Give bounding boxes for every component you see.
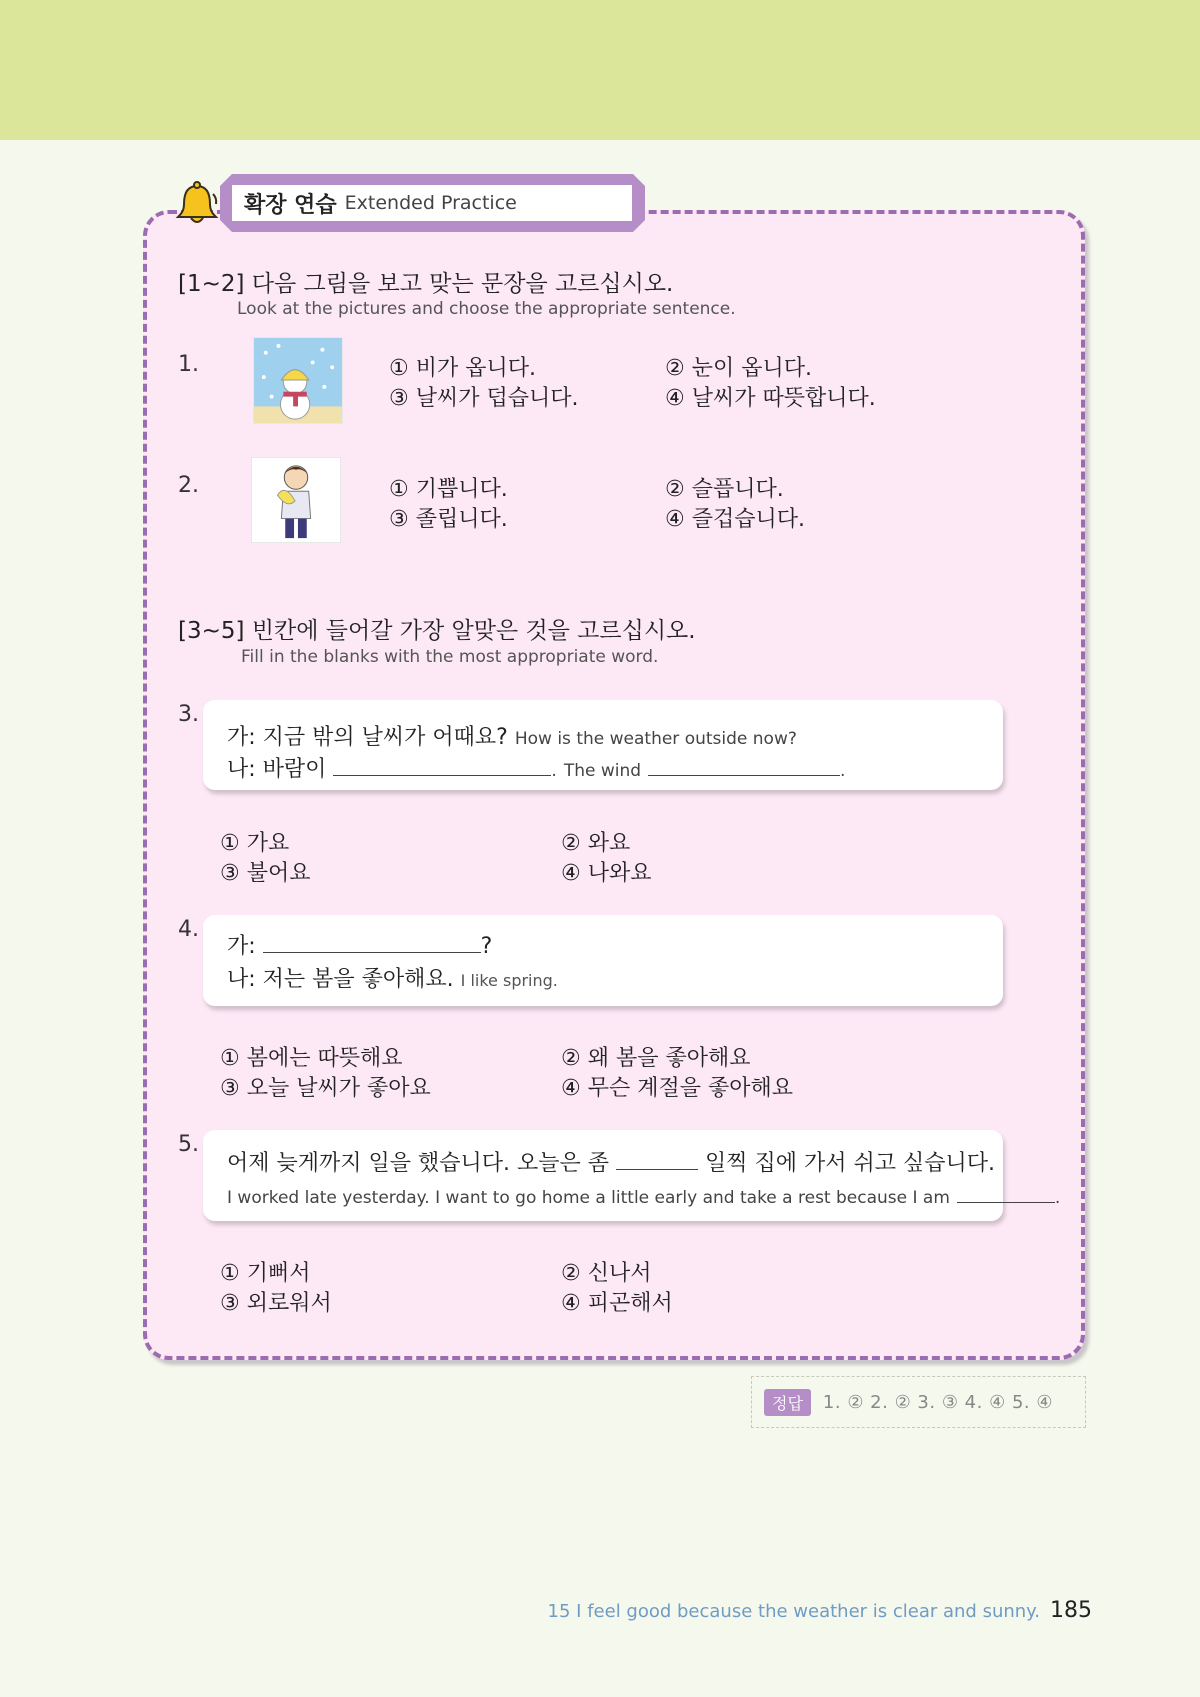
q5-option-4[interactable]: ④ 피곤해서 bbox=[561, 1291, 673, 1316]
question-4-number: 4. bbox=[178, 917, 199, 942]
q3-option-2[interactable]: ② 와요 bbox=[561, 831, 631, 856]
bell-icon bbox=[172, 180, 222, 230]
q3-line1-ko: 가: 지금 밖의 날씨가 어때요? bbox=[227, 725, 508, 750]
q3-line2-ko: 나: 바람이 bbox=[227, 757, 327, 782]
q2-option-1[interactable]: ① 기쁩니다. bbox=[389, 477, 508, 502]
q5-line1-a: 어제 늦게까지 일을 했습니다. 오늘은 좀 bbox=[227, 1151, 609, 1176]
q2-option-3[interactable]: ③ 졸립니다. bbox=[389, 507, 508, 532]
q5-option-3[interactable]: ③ 외로워서 bbox=[220, 1291, 332, 1316]
q4-blank bbox=[263, 935, 481, 953]
page-footer bbox=[548, 1598, 1092, 1623]
q4-dialogue-card bbox=[203, 915, 1003, 1006]
q1-option-4[interactable]: ④ 날씨가 따뜻합니다. bbox=[665, 386, 876, 411]
q5-line-1 bbox=[227, 1146, 995, 1177]
q3-option-3[interactable]: ③ 불어요 bbox=[220, 861, 311, 886]
q1-option-3[interactable]: ③ 날씨가 덥습니다. bbox=[389, 386, 579, 411]
question-3-number: 3. bbox=[178, 702, 199, 727]
crying-man-image bbox=[251, 457, 341, 543]
q3-option-4[interactable]: ④ 나와요 bbox=[561, 861, 652, 886]
q3-line-2: 나: 바람이 . The wind . bbox=[227, 757, 846, 782]
q3-blank-ko bbox=[333, 758, 551, 776]
question-1-number: 1. bbox=[178, 352, 199, 377]
answer-badge: 정답 bbox=[764, 1389, 811, 1416]
header-title-ko: 확장 연습 bbox=[244, 192, 337, 218]
q2-option-4[interactable]: ④ 즐겁습니다. bbox=[665, 507, 805, 532]
section1-instruction-en: Look at the pictures and choose the appropriate sentence. bbox=[237, 299, 736, 319]
q4-line2-ko: 나: 저는 봄을 좋아해요. bbox=[227, 967, 454, 992]
q4-option-3[interactable]: ③ 오늘 날씨가 좋아요 bbox=[220, 1076, 431, 1101]
q5-option-1[interactable]: ① 기뻐서 bbox=[220, 1261, 311, 1286]
section2-instruction-en: Fill in the blanks with the most appropriate word. bbox=[241, 647, 659, 667]
q5-dialogue-card bbox=[203, 1130, 1061, 1221]
top-color-band bbox=[0, 0, 1200, 140]
q3-line-1 bbox=[227, 720, 797, 751]
q4-line-2 bbox=[227, 962, 558, 993]
q5-line1-b: 일찍 집에 가서 쉬고 싶습니다. bbox=[705, 1151, 995, 1176]
q4-line1-ko: 가: bbox=[227, 934, 256, 959]
question-5-number: 5. bbox=[178, 1132, 199, 1157]
q3-line1-en: How is the weather outside now? bbox=[514, 729, 797, 749]
q5-line-2: I worked late yesterday. I want to go home a little early and take a rest because I am . bbox=[227, 1188, 1061, 1208]
q5-line2-en: I worked late yesterday. I want to go home a little early and take a rest because I am bbox=[227, 1188, 950, 1208]
q3-line2-en: The wind bbox=[563, 761, 642, 781]
section2-instruction: [3~5] 빈칸에 들어갈 가장 알맞은 것을 고르십시오. bbox=[178, 618, 696, 644]
q4-option-4[interactable]: ④ 무슨 계절을 좋아해요 bbox=[561, 1076, 793, 1101]
q4-option-1[interactable]: ① 봄에는 따뜻해요 bbox=[220, 1046, 403, 1071]
question-2-number: 2. bbox=[178, 473, 199, 498]
page-number: 185 bbox=[1050, 1598, 1092, 1623]
q5-blank-en bbox=[957, 1189, 1055, 1203]
q4-line-1: 가: ? bbox=[227, 934, 493, 959]
chapter-caption: 15 I feel good because the weather is clear and sunny. bbox=[547, 1601, 1040, 1622]
header-title-en: Extended Practice bbox=[344, 192, 517, 214]
answer-text: 1. ② 2. ② 3. ③ 4. ④ 5. ④ bbox=[822, 1391, 1053, 1413]
q4-option-2[interactable]: ② 왜 봄을 좋아해요 bbox=[561, 1046, 751, 1071]
q1-option-2[interactable]: ② 눈이 옵니다. bbox=[665, 356, 812, 381]
snowman-image bbox=[253, 337, 343, 424]
header-title bbox=[232, 185, 632, 221]
q3-dialogue-card bbox=[203, 700, 1003, 790]
q5-blank-ko bbox=[616, 1152, 698, 1170]
q1-option-1[interactable]: ① 비가 옵니다. bbox=[389, 356, 536, 381]
section1-instruction: [1~2] 다음 그림을 보고 맞는 문장을 고르십시오. bbox=[178, 271, 674, 297]
q4-line2-en: I like spring. bbox=[460, 971, 558, 990]
answer-key bbox=[751, 1376, 1086, 1428]
q5-option-2[interactable]: ② 신나서 bbox=[561, 1261, 652, 1286]
q3-option-1[interactable]: ① 가요 bbox=[220, 831, 290, 856]
q2-option-2[interactable]: ② 슬픕니다. bbox=[665, 477, 784, 502]
q3-blank-en bbox=[648, 758, 840, 776]
